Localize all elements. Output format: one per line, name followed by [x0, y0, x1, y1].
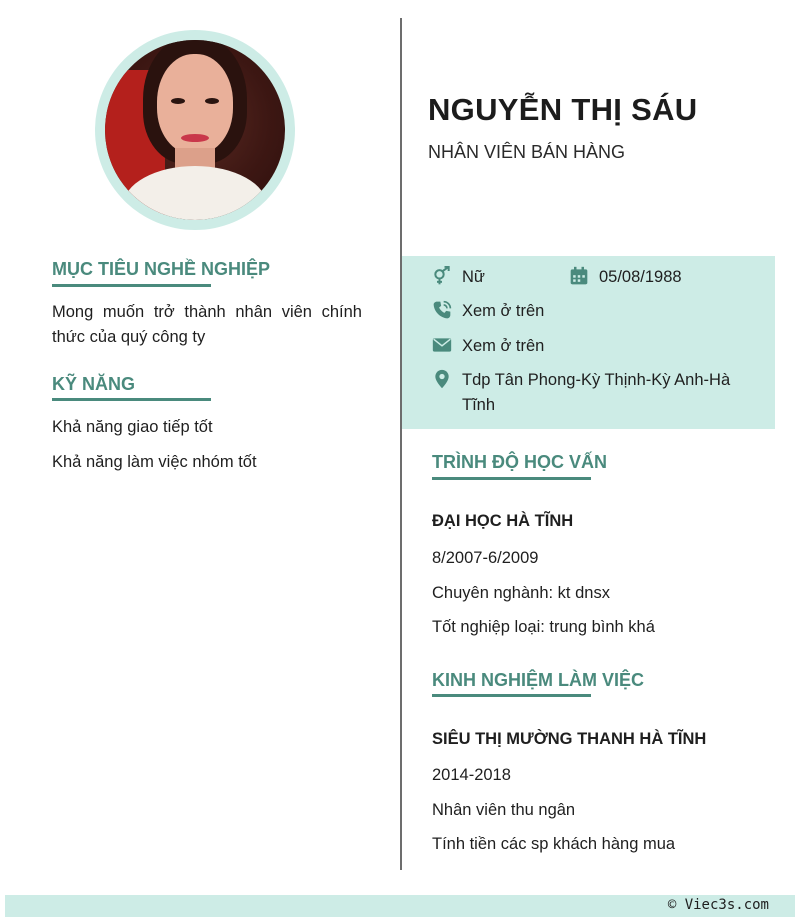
- avatar: [95, 30, 295, 230]
- candidate-role: NHÂN VIÊN BÁN HÀNG: [428, 142, 626, 162]
- column-divider: [400, 18, 402, 870]
- gender-icon: [432, 266, 452, 286]
- experience-description: Tính tiền các sp khách hàng mua: [432, 835, 676, 853]
- location-icon: [432, 369, 452, 389]
- candidate-name: NGUYỄN THỊ SÁU: [428, 92, 698, 127]
- education-underline: [432, 477, 591, 480]
- skills-underline: [52, 398, 211, 401]
- skill-item: Khả năng làm việc nhóm tốt: [52, 453, 257, 471]
- phone-value: Xem ở trên: [462, 302, 545, 320]
- school-name: ĐẠI HỌC HÀ TĨNH: [432, 512, 574, 530]
- company-name: SIÊU THỊ MƯỜNG THANH HÀ TĨNH: [432, 730, 707, 748]
- experience-underline: [432, 694, 591, 697]
- experience-period: 2014-2018: [432, 766, 511, 784]
- career-goal-text: Mong muốn trở thành nhân viên chính thức của quý công ty: [52, 303, 362, 346]
- email-value: Xem ở trên: [462, 337, 545, 355]
- career-goal-underline: [52, 284, 211, 287]
- email-icon: [432, 335, 452, 355]
- education-grade: Tốt nghiệp loại: trung bình khá: [432, 618, 655, 636]
- education-period: 8/2007-6/2009: [432, 549, 539, 567]
- experience-position: Nhân viên thu ngân: [432, 801, 576, 819]
- skills-heading: KỸ NĂNG: [52, 374, 136, 394]
- phone-icon: [432, 300, 452, 320]
- education-heading: TRÌNH ĐỘ HỌC VẤN: [432, 452, 607, 472]
- address-value: Tdp Tân Phong-Kỳ Thịnh-Kỳ Anh-Hà Tĩnh: [462, 371, 731, 414]
- footer-bar: [5, 895, 795, 917]
- contact-panel: [402, 256, 775, 429]
- gender-value: Nữ: [462, 268, 485, 286]
- education-major: Chuyên nghành: kt dnsx: [432, 584, 610, 602]
- footer-credit[interactable]: © Viec3s.com: [667, 897, 769, 913]
- experience-heading: KINH NGHIỆM LÀM VIỆC: [432, 670, 645, 690]
- career-goal-heading: MỤC TIÊU NGHỀ NGHIỆP: [52, 259, 271, 279]
- birthday-value: 05/08/1988: [599, 268, 682, 286]
- profile-photo: [105, 40, 285, 220]
- skill-item: Khả năng giao tiếp tốt: [52, 418, 213, 436]
- calendar-icon: [569, 266, 589, 286]
